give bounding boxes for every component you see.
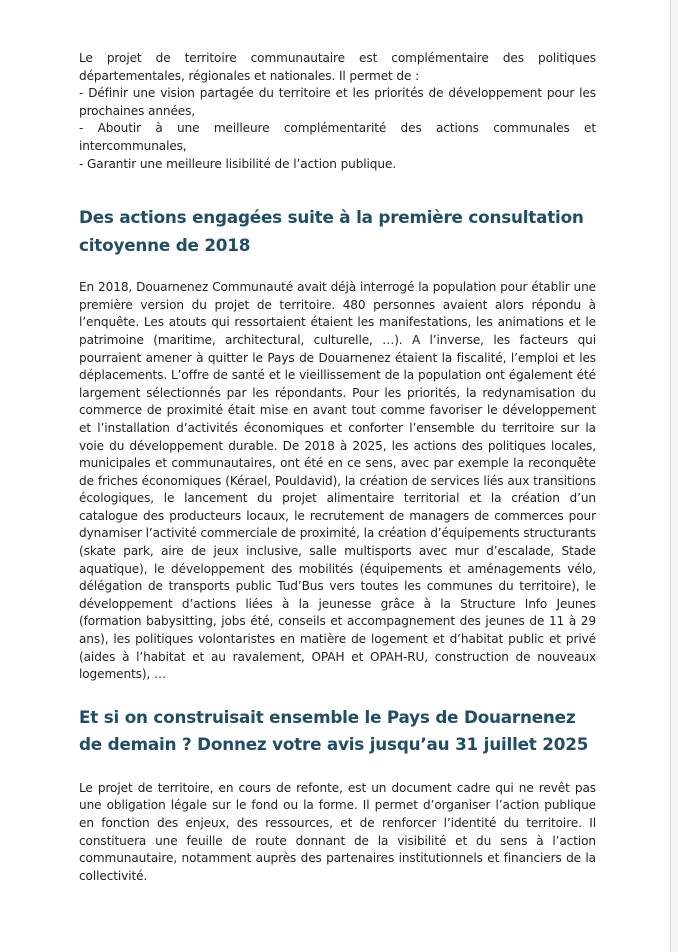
page-content bbox=[79, 50, 596, 885]
section-body-consultation-2018: En 2018, Douarnenez Communauté avait déjà interrogé la population pour établir une première version du projet de territoire. 480 personnes avaient alors répondu à l’enquête. Les atouts qui ressortaient étaient les manifestations, les animations et le patrimoine (maritime, architectural, culturelle, …). A l’inverse, les facteurs qui pourraient amener à quitter le Pays de Douarnenez étaient la fiscalité, l’emploi et les déplacements. L’offre de santé et le vieillissement de la population ont également été largement sélectionnés par les répondants. Pour les priorités, la redynamisation du commerce de proximité était mise en avant tout comme favoriser le développement et l’installation d’activités économiques et conforter l’ensemble du territoire sur la voie du développement durable. De 2018 à 2025, les actions des politiques locales, municipales et communautaires, ont été en ce sens, avec par exemple la reconquête de friches économiques (Kérael, Pouldavid), la création de services liés aux transitions écologiques, le lancement du projet alimentaire territorial et la création d’un catalogue des producteurs locaux, le recrutement de managers de commerces pour dynamiser l’activité commerciale de proximité, la création d’équipements structurants (skate park, aire de jeux inclusive, salle multisports avec mur d’escalade, Stade aquatique), le développement des mobilités (équipements et aménagements vélo, délégation de transports public Tud’Bus vers toutes les communes du territoire), le développement d’actions liées à la jeunesse grâce à la Structure Info Jeunes (formation babysitting, jobs été, conseils et accompagnement des jeunes de 11 à 29 ans), les politiques volontaristes en matière de logement et d’habitat public et privé (aides à l’habitat et au ravalement, OPAH et OPAH-RU, construction de nouveaux logements), … bbox=[79, 280, 596, 682]
intro-list-item: - Définir une vision partagée du territoire et les priorités de développement pour les prochaines années, bbox=[79, 86, 596, 118]
section-heading-consultation-2018: Des actions engagées suite à la première consultation citoyenne de 2018 bbox=[79, 207, 584, 255]
intro-paragraph bbox=[79, 50, 596, 173]
intro-list-item: - Aboutir à une meilleure complémentarité des actions communales et intercommunales, bbox=[79, 121, 596, 153]
section-body-projet-territoire: Le projet de territoire, en cours de refonte, est un document cadre qui ne revêt pas une obligation légale sur le fond ou la forme. Il permet d’organiser l’action publique en fonction des enjeux, des ressources, et de renforcer l’identité du territoire. Il constituera une feuille de route donnant de la visibilité et du sens à l’action communautaire, notamment auprès des partenaires institutionnels et financiers de la collectivité. bbox=[79, 780, 596, 883]
section-heading-donnez-votre-avis: Et si on construisait ensemble le Pays de Douarnenez de demain ? Donnez votre avis jusqu’au 31 juillet 2025 bbox=[79, 706, 589, 755]
page-edge bbox=[671, 0, 678, 952]
intro-line: Le projet de territoire communautaire est complémentaire des politiques départementales, régionales et nationales. Il permet de : bbox=[79, 51, 596, 83]
intro-list-item: - Garantir une meilleure lisibilité de l’action publique. bbox=[79, 156, 397, 171]
